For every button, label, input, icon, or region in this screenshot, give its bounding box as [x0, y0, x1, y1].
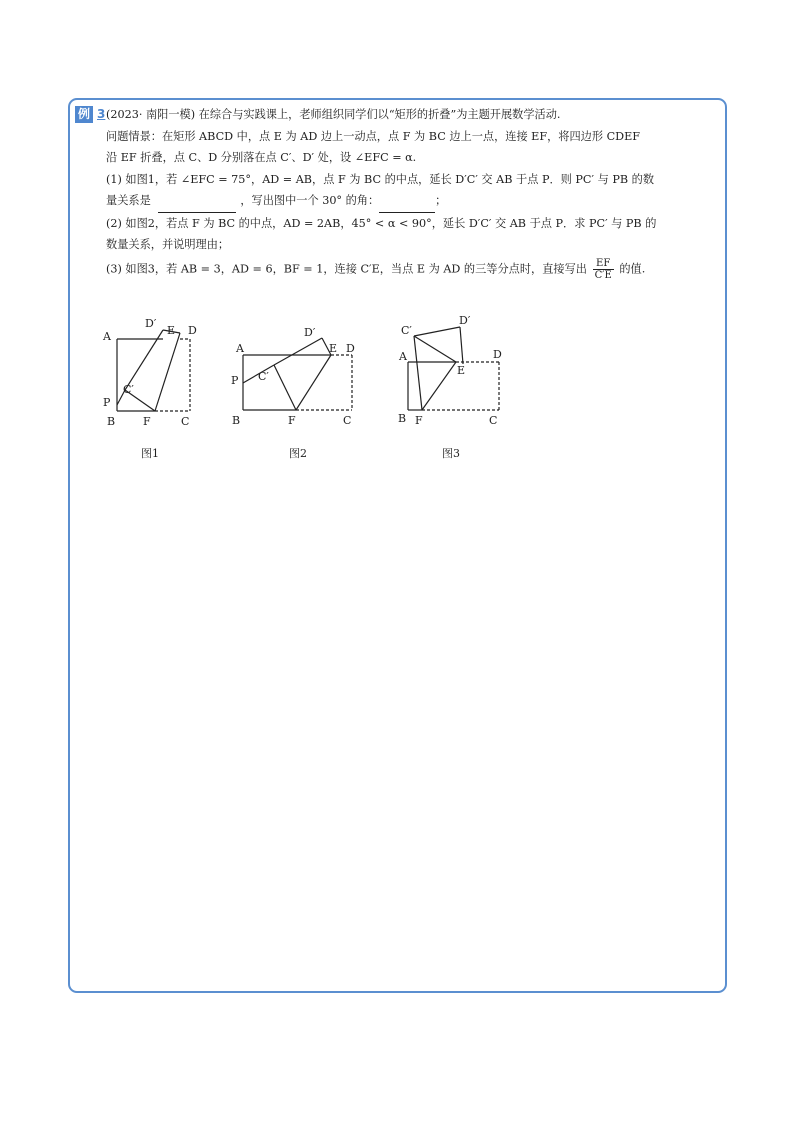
- figure-1-caption: 图1: [141, 447, 159, 460]
- figure-2-caption: 图2: [289, 447, 307, 460]
- fraction-numerator: EF: [593, 258, 614, 270]
- fig1-label-d1: D′: [145, 317, 157, 330]
- question-3-end: 的值.: [619, 262, 646, 275]
- question-3-text: (3) 如图3，若 AB = 3，AD = 6，BF = 1，连接 C′E，当点 E 为 AD 的三等分点时，直接写出: [106, 262, 587, 275]
- fig2-label-d: D: [346, 342, 355, 355]
- fig2-label-d1: D′: [304, 326, 316, 339]
- example-number: 3: [97, 107, 106, 121]
- fig3-label-c1: C′: [401, 324, 412, 337]
- fig2-label-c1: C′: [258, 370, 269, 383]
- figure-1: [117, 330, 190, 411]
- figure-3-caption: 图3: [442, 447, 460, 460]
- fig3-label-d1: D′: [459, 314, 471, 327]
- scenario-line-2: 沿 EF 折叠，点 C、D 分别落在点 C′、D′ 处，设 ∠EFC = α.: [106, 151, 417, 164]
- fig3-label-f: F: [415, 414, 423, 427]
- question-2-line-2: 数量关系，并说明理由；: [106, 238, 230, 251]
- fig1-label-c: C: [181, 415, 190, 428]
- fig2-label-e: E: [329, 342, 338, 355]
- question-1-line-1: (1) 如图1，若 ∠EFC = 75°，AD = AB，点 F 为 BC 的中点，延长 D′C′ 交 AB 于点 P．则 PC′ 与 PB 的数: [106, 172, 655, 186]
- fig1-label-p: P: [103, 396, 111, 409]
- fig1-label-a: A: [103, 330, 111, 343]
- fig3-label-c: C: [489, 414, 498, 427]
- fig3-label-e: E: [457, 364, 466, 377]
- example-tag: 例: [75, 106, 93, 123]
- fig2-label-a: A: [236, 342, 244, 355]
- fig3-label-b: B: [398, 412, 407, 425]
- fig1-label-f: F: [143, 415, 151, 428]
- scenario-line-1: 问题情景：在矩形 ABCD 中，点 E 为 AD 边上一动点，点 F 为 BC 边上一点，连接 EF，将四边形 CDEF: [106, 129, 641, 143]
- fig2-label-p: P: [231, 374, 239, 387]
- question-1-line-2c: ；: [435, 194, 447, 207]
- fig1-label-d: D: [188, 324, 197, 337]
- fig3-label-a: A: [399, 350, 407, 363]
- fig2-label-c: C: [343, 414, 352, 427]
- problem-source: (2023· 南阳一模): [106, 108, 196, 121]
- figure-3: [408, 327, 499, 410]
- question-1-line-2b: ，写出图中一个 30° 的角：: [240, 194, 380, 207]
- fraction-denominator: C′E: [594, 269, 612, 281]
- fig1-label-c1: C′: [123, 383, 134, 396]
- fig2-label-f: F: [288, 414, 296, 427]
- fig1-label-b: B: [107, 415, 116, 428]
- fig1-label-e: E: [167, 324, 176, 337]
- figure-2-labels: [231, 326, 355, 427]
- problem-intro: 在综合与实践课上，老师组织同学们以“矩形的折叠”为主题开展数学活动.: [198, 108, 561, 121]
- question-1-line-2a: 量关系是: [106, 194, 151, 207]
- question-2-line-1: (2) 如图2，若点 F 为 BC 的中点，AD = 2AB，45° < α < 90°，延长 D′C′ 交 AB 于点 P．求 PC′ 与 PB 的: [106, 216, 657, 230]
- fig2-label-b: B: [232, 414, 241, 427]
- fig3-label-d: D: [493, 348, 502, 361]
